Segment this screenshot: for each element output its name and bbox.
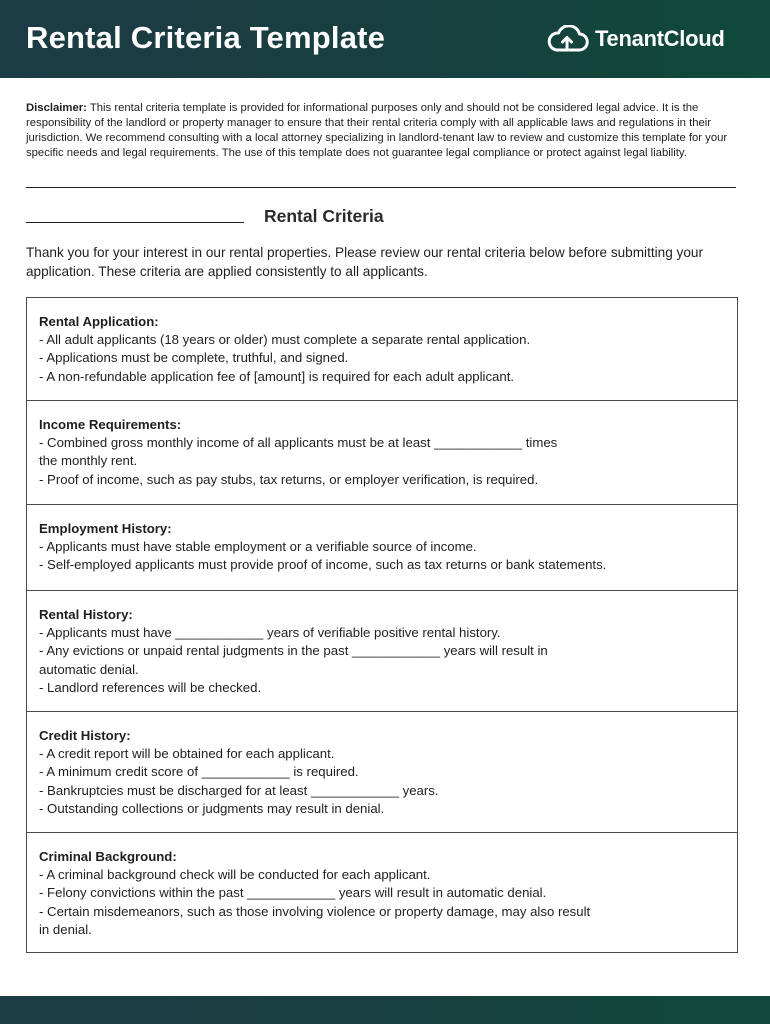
- criteria-box-rental-history: [26, 591, 738, 712]
- criteria-heading: Employment History:: [39, 521, 172, 536]
- cloud-upload-icon: [545, 25, 589, 53]
- criteria-line: - Outstanding collections or judgments may result in denial.: [39, 800, 385, 816]
- criteria-line: - A credit report will be obtained for each applicant.: [39, 746, 335, 762]
- criteria-line: - Any evictions or unpaid rental judgments in the past ____________ years will result in: [39, 643, 548, 659]
- criteria-line: the monthly rent.: [39, 453, 138, 469]
- criteria-line: - Bankruptcies must be discharged for at least ____________ years.: [39, 782, 439, 798]
- criteria-line: - Applications must be complete, truthful, and signed.: [39, 350, 349, 366]
- intro-text: Thank you for your interest in our rental properties. Please review our rental criteria below before submitting your application. These criteria are applied consistently to all applicants.: [26, 245, 703, 279]
- criteria-box-income-requirements: [26, 401, 738, 505]
- criteria-box-credit-history: [26, 712, 738, 833]
- title-underline: [26, 222, 244, 223]
- criteria-line: automatic denial.: [39, 661, 139, 677]
- page-title: Rental Criteria Template: [26, 20, 386, 55]
- criteria-heading: Credit History:: [39, 728, 131, 743]
- criteria-heading: Criminal Background:: [39, 849, 177, 864]
- criteria-line: - Felony convictions within the past ____________ years will result in automatic denial.: [39, 885, 547, 901]
- section-title: Rental Criteria: [264, 206, 384, 226]
- brand-name: TenantCloud: [595, 26, 725, 51]
- criteria-heading: Income Requirements:: [39, 417, 182, 432]
- criteria-box-employment-history: [26, 505, 738, 591]
- disclaimer-text: This rental criteria template is provided for informational purposes only and should not be considered legal advice. It is the responsibility of the landlord or property manager to ensure that their rental criteria comply with all applicable laws and regulations in their jurisdiction. We recommend consulting with a local attorney specializing in landlord-tenant law to review and customize this template for your specific needs and legal requirements. The use of this template does not guarantee legal compliance or protect against legal liability.: [26, 102, 728, 159]
- criteria-line: - A criminal background check will be conducted for each applicant.: [39, 867, 431, 883]
- criteria-line: - Proof of income, such as pay stubs, tax returns, or employer verification, is required.: [39, 471, 539, 487]
- criteria-line: - A minimum credit score of ____________ is required.: [39, 764, 359, 780]
- criteria-line: - Applicants must have ____________ years of verifiable positive rental history.: [39, 625, 501, 641]
- criteria-box-criminal-background: [26, 833, 738, 953]
- criteria-line: - Landlord references will be checked.: [39, 679, 262, 695]
- criteria-line: - Combined gross monthly income of all applicants must be at least ____________ times: [39, 435, 558, 451]
- footer-bar: [0, 996, 770, 1024]
- criteria-heading: Rental Application:: [39, 314, 159, 329]
- disclaimer-label: Disclaimer:: [26, 102, 87, 114]
- header-bar: [0, 0, 770, 78]
- disclaimer: [26, 101, 742, 161]
- divider: [26, 187, 736, 188]
- criteria-box-rental-application: [26, 297, 738, 401]
- criteria-line: - Certain misdemeanors, such as those involving violence or property damage, may also result: [39, 903, 591, 919]
- criteria-line: - Applicants must have stable employment or a verifiable source of income.: [39, 539, 477, 555]
- criteria-line: - A non-refundable application fee of [amount] is required for each adult applicant.: [39, 368, 515, 384]
- criteria-line: - All adult applicants (18 years or older) must complete a separate rental application.: [39, 332, 531, 348]
- criteria-line: - Self-employed applicants must provide proof of income, such as tax returns or bank statements.: [39, 557, 607, 573]
- brand-logo: [545, 24, 725, 54]
- criteria-line: in denial.: [39, 921, 92, 937]
- criteria-heading: Rental History:: [39, 607, 133, 622]
